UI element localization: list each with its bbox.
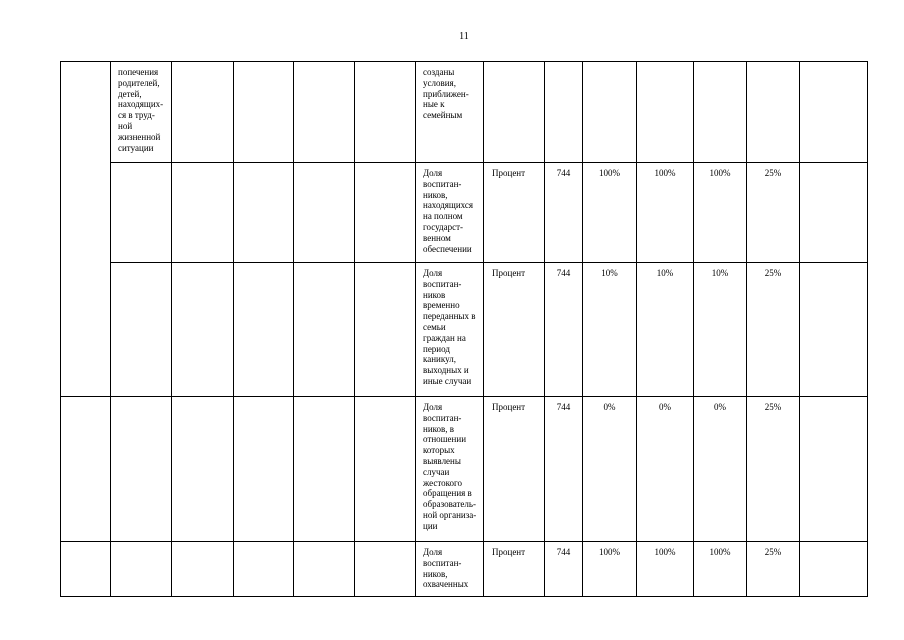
table-cell [800, 542, 868, 597]
table-cell [111, 397, 172, 542]
document-table [60, 61, 868, 597]
value-cell: 25% [747, 263, 800, 397]
table-row [61, 263, 868, 397]
table-cell [234, 542, 294, 597]
unit-cell: Процент [484, 397, 545, 542]
value-cell: 100% [637, 163, 694, 263]
table-cell [294, 542, 355, 597]
indicator-cell: Доля воспитан- ников, в отношении которых выявлены случаи жестокого обращения в образователь- ной организа- ции [416, 397, 484, 542]
table-cell [172, 542, 234, 597]
page-number: 11 [459, 31, 469, 42]
value-cell: 100% [694, 542, 747, 597]
value-cell: 100% [694, 163, 747, 263]
table-cell [355, 542, 416, 597]
table-cell [172, 163, 234, 263]
table-cell [800, 62, 868, 163]
code-cell: 744 [545, 397, 583, 542]
value-cell: 100% [583, 542, 637, 597]
value-cell [637, 62, 694, 163]
code-cell: 744 [545, 163, 583, 263]
table-row [61, 62, 868, 163]
table-row [61, 397, 868, 542]
value-cell: 25% [747, 542, 800, 597]
unit-cell: Процент [484, 263, 545, 397]
table-cell [61, 397, 111, 542]
table-cell [61, 62, 111, 397]
value-cell: 0% [694, 397, 747, 542]
table-cell [294, 163, 355, 263]
value-cell: 10% [694, 263, 747, 397]
code-cell: 744 [545, 263, 583, 397]
table-row [61, 542, 868, 597]
value-cell: 100% [637, 542, 694, 597]
table-cell [355, 62, 416, 163]
table-cell [800, 263, 868, 397]
table-cell [355, 263, 416, 397]
table-cell [294, 397, 355, 542]
value-cell: 0% [583, 397, 637, 542]
indicator-cell: Доля воспитан- ников временно переданных в семьи граждан на период каникул, выходных и иные случаи [416, 263, 484, 397]
table-cell [800, 397, 868, 542]
table-cell: попечения родителей, детей, находящих- ся в труд- ной жизненной ситуации [111, 62, 172, 163]
table-cell [111, 163, 172, 263]
table-cell [355, 163, 416, 263]
table-cell [172, 263, 234, 397]
table-cell [355, 397, 416, 542]
value-cell: 10% [583, 263, 637, 397]
indicator-cell: созданы условия, приближен- ные к семейным [416, 62, 484, 163]
code-cell: 744 [545, 542, 583, 597]
table-cell [234, 163, 294, 263]
table-cell [294, 62, 355, 163]
value-cell: 10% [637, 263, 694, 397]
table-cell [172, 62, 234, 163]
value-cell: 100% [583, 163, 637, 263]
value-cell: 25% [747, 397, 800, 542]
unit-cell: Процент [484, 542, 545, 597]
unit-cell [484, 62, 545, 163]
table-cell [234, 397, 294, 542]
table-cell [111, 263, 172, 397]
unit-cell: Процент [484, 163, 545, 263]
value-cell [747, 62, 800, 163]
table-cell [294, 263, 355, 397]
table-cell [172, 397, 234, 542]
table-cell [61, 542, 111, 597]
value-cell: 25% [747, 163, 800, 263]
indicator-cell: Доля воспитан- ников, находящихся на полном государст- венном обеспечении [416, 163, 484, 263]
value-cell [583, 62, 637, 163]
value-cell [694, 62, 747, 163]
table-cell [111, 542, 172, 597]
table-cell [234, 263, 294, 397]
code-cell [545, 62, 583, 163]
indicator-cell: Доля воспитан- ников, охваченных [416, 542, 484, 597]
table-cell [800, 163, 868, 263]
value-cell: 0% [637, 397, 694, 542]
table-cell [234, 62, 294, 163]
table-row [61, 163, 868, 263]
